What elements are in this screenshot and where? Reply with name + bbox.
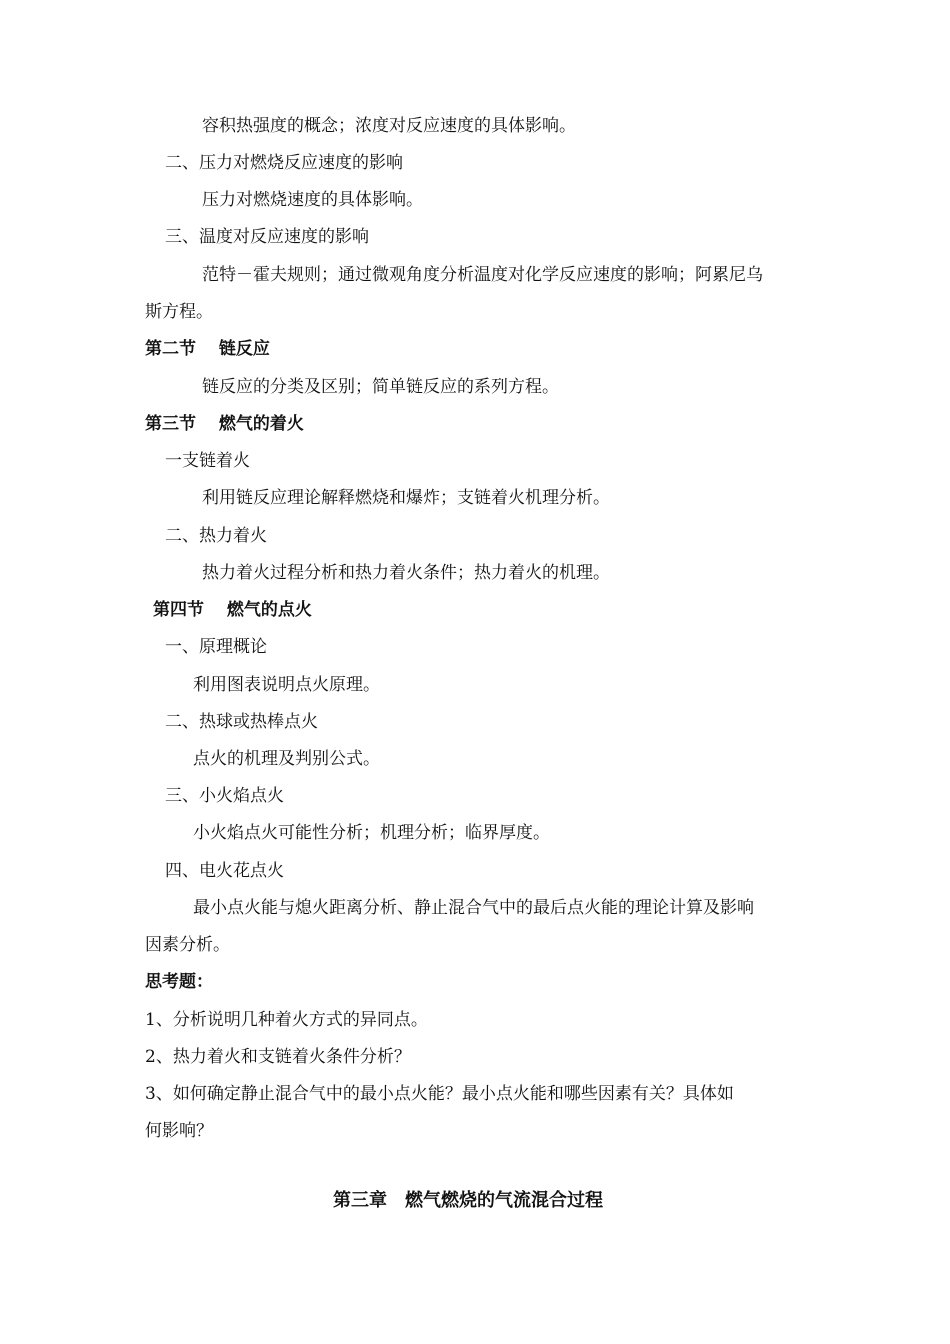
questions-heading: 思考题： [145,972,213,992]
subsection-heading: 四、电火花点火 [165,861,284,881]
question-item: 1、分析说明几种着火方式的异同点。 [145,1010,428,1030]
chapter-title: 第三章 燃气燃烧的气流混合过程 [333,1190,603,1211]
subsection-heading: 一、原理概论 [165,637,267,657]
body-text: 利用图表说明点火原理。 [193,675,380,695]
body-text: 斯方程。 [145,302,213,322]
body-text: 小火焰点火可能性分析；机理分析；临界厚度。 [193,823,550,843]
section-heading: 第四节 燃气的点火 [153,600,312,620]
subsection-heading: 二、压力对燃烧反应速度的影响 [165,153,403,173]
subsection-heading: 二、热力着火 [165,526,267,546]
subsection-heading: 三、小火焰点火 [165,786,284,806]
body-text: 链反应的分类及区别；简单链反应的系列方程。 [202,377,559,397]
body-text: 热力着火过程分析和热力着火条件；热力着火的机理。 [202,563,610,583]
body-text: 容积热强度的概念；浓度对反应速度的具体影响。 [202,116,576,136]
question-item-continuation: 何影响？ [145,1121,213,1141]
question-item: 2、热力着火和支链着火条件分析？ [145,1047,411,1067]
section-heading: 第三节 燃气的着火 [145,414,304,434]
body-text: 最小点火能与熄火距离分析、静止混合气中的最后点火能的理论计算及影响 [193,898,754,918]
body-text: 利用链反应理论解释燃烧和爆炸；支链着火机理分析。 [202,488,610,508]
subsection-heading: 一支链着火 [165,451,250,471]
body-text: 因素分析。 [145,935,230,955]
question-item: 3、如何确定静止混合气中的最小点火能？最小点火能和哪些因素有关？具体如 [145,1084,734,1104]
body-text: 范特－霍夫规则；通过微观角度分析温度对化学反应速度的影响；阿累尼乌 [202,265,763,285]
subsection-heading: 二、热球或热棒点火 [165,712,318,732]
subsection-heading: 三、温度对反应速度的影响 [165,227,369,247]
body-text: 点火的机理及判别公式。 [193,749,380,769]
section-heading: 第二节 链反应 [145,339,270,359]
body-text: 压力对燃烧速度的具体影响。 [202,190,423,210]
